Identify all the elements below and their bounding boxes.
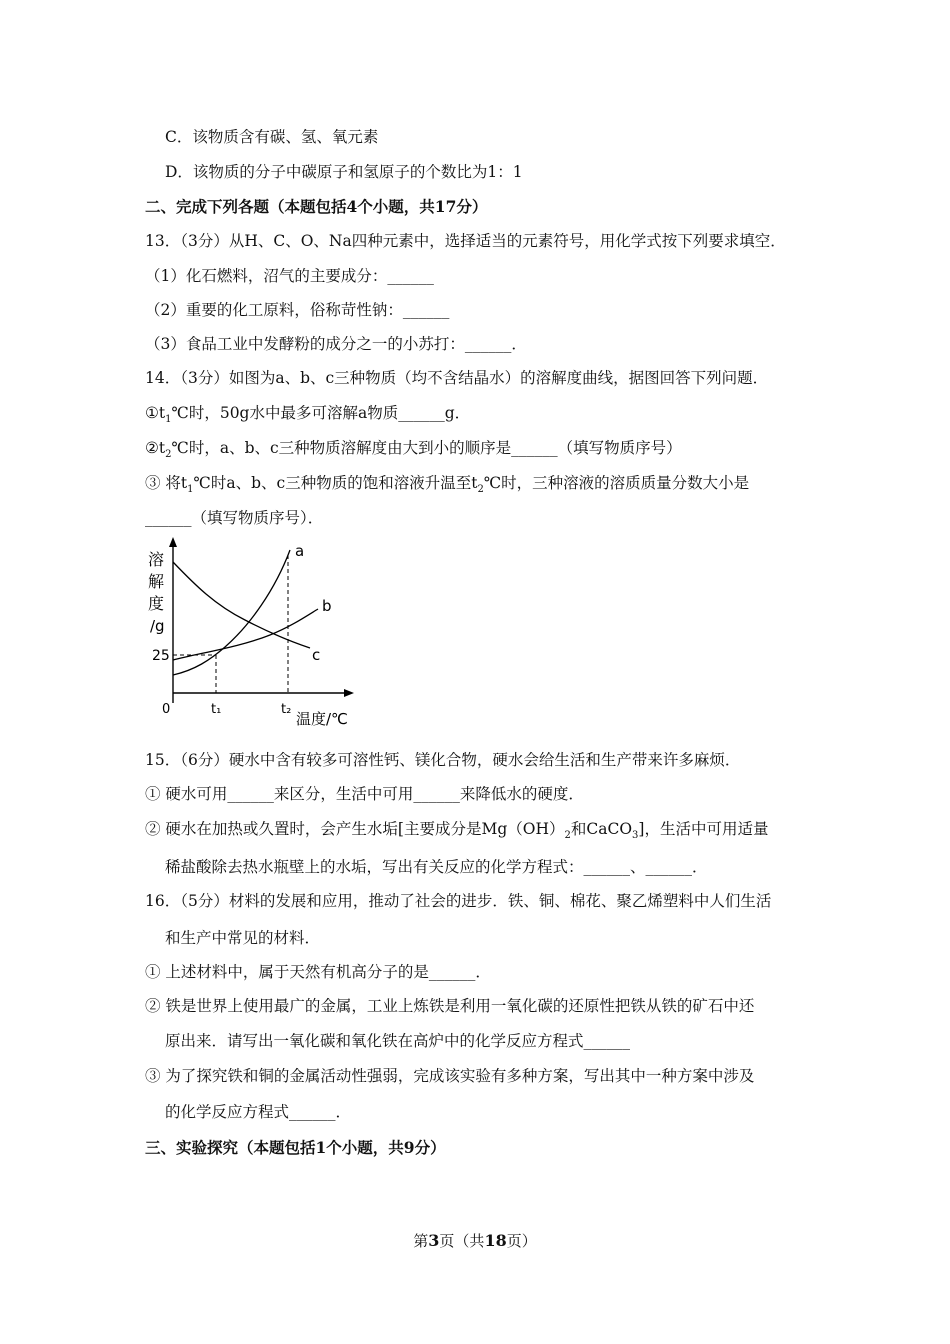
y-axis-arrow: [169, 537, 177, 547]
question-14: 14．（3分）如图为a、b、c三种物质（均不含结晶水）的溶解度曲线，据图回答下列问题．: [145, 369, 769, 387]
y-label-char-2: 解: [148, 572, 165, 591]
series-label-a: a: [295, 542, 305, 560]
y-label-char-1: 溶: [148, 550, 165, 569]
question-14-part-1: $①t_1℃$时，50g水中最多可溶解a物质______g．: [145, 404, 471, 426]
x-axis-label: 温度/℃: [296, 710, 348, 728]
question-14-part-2: $②t_2℃$时，a、b、c三种物质溶解度由大到小的顺序是______（填写物质序号）: [145, 439, 682, 461]
x-tick-t1: t₁: [211, 702, 222, 717]
option-d: D．该物质的分子中碳原子和氢原子的个数比为1：1: [165, 163, 523, 181]
question-16-part-2-cont: 原出来．请写出一氧化碳和氧化铁在高炉中的化学反应方程式______: [165, 1032, 631, 1050]
question-16-part-1: ① 上述材料中，属于天然有机高分子的是______．: [145, 963, 491, 981]
series-label-c: c: [312, 646, 321, 664]
question-16-part-3-cont: 的化学反应方程式______．: [165, 1103, 352, 1121]
section-2-heading: 二、完成下列各题（本题包括4个小题，共17分）: [145, 197, 488, 216]
question-14-part-3: ③ 将$t_1℃$时a、b、c三种物质的饱和溶液升温至$t_2℃$时，三种溶液的溶质质量分数大小是: [145, 474, 750, 496]
question-13-part-1: （1）化石燃料，沼气的主要成分：______: [145, 267, 434, 285]
solubility-chart: [140, 535, 365, 735]
question-16-part-3: ③ 为了探究铁和铜的金属活动性强弱，完成该实验有多种方案，写出其中一种方案中涉及: [145, 1067, 755, 1085]
origin-label: 0: [162, 702, 171, 717]
x-tick-t2: t₂: [281, 702, 292, 717]
curve-c: [173, 562, 310, 648]
section-3-heading: 三、实验探究（本题包括1个小题，共9分）: [145, 1138, 446, 1157]
question-13-part-2: （2）重要的化工原料，俗称苛性钠：______: [145, 301, 450, 319]
question-16-cont: 和生产中常见的材料．: [165, 929, 321, 947]
series-label-b: b: [322, 597, 332, 615]
question-15-part-1: ① 硬水可用______来区分，生活中可用______来降低水的硬度．: [145, 785, 584, 803]
curve-b: [173, 609, 318, 660]
question-15-part-2: ② 硬水在加热或久置时，会产生水垢[主要成分是$Mg(OH)_2$和CaCO$_3$]，生活中可用适量: [145, 820, 769, 842]
question-13: 13．（3分）从H、C、O、Na四种元素中，选择适当的元素符号，用化学式按下列要求填空．: [145, 232, 786, 250]
question-15: 15．（6分）硬水中含有较多可溶性钙、镁化合物，硬水会给生活和生产带来许多麻烦．: [145, 751, 741, 769]
y-tick-25: 25: [152, 648, 170, 664]
question-16-part-2: ② 铁是世界上使用最广的金属，工业上炼铁是利用一氧化碳的还原性把铁从铁的矿石中还: [145, 997, 755, 1015]
option-c: C．该物质含有碳、氢、氧元素: [165, 128, 379, 146]
question-16: 16．（5分）材料的发展和应用，推动了社会的进步．铁、铜、棉花、聚乙烯塑料中人们生活: [145, 892, 772, 910]
page-number: 3: [428, 1231, 440, 1250]
question-15-part-2-cont: 稀盐酸除去热水瓶壁上的水垢，写出有关反应的化学方程式：______、______．: [165, 858, 708, 876]
y-label-char-4: /g: [150, 617, 165, 635]
question-14-part-3-cont: ______（填写物质序号）．: [145, 509, 324, 527]
question-13-part-3: （3）食品工业中发酵粉的成分之一的小苏打：______．: [145, 335, 527, 353]
x-axis-arrow: [344, 689, 354, 697]
page-footer: 第3页（共18页）: [413, 1231, 537, 1250]
y-label-char-3: 度: [148, 594, 165, 613]
page-total: 18: [484, 1231, 507, 1250]
